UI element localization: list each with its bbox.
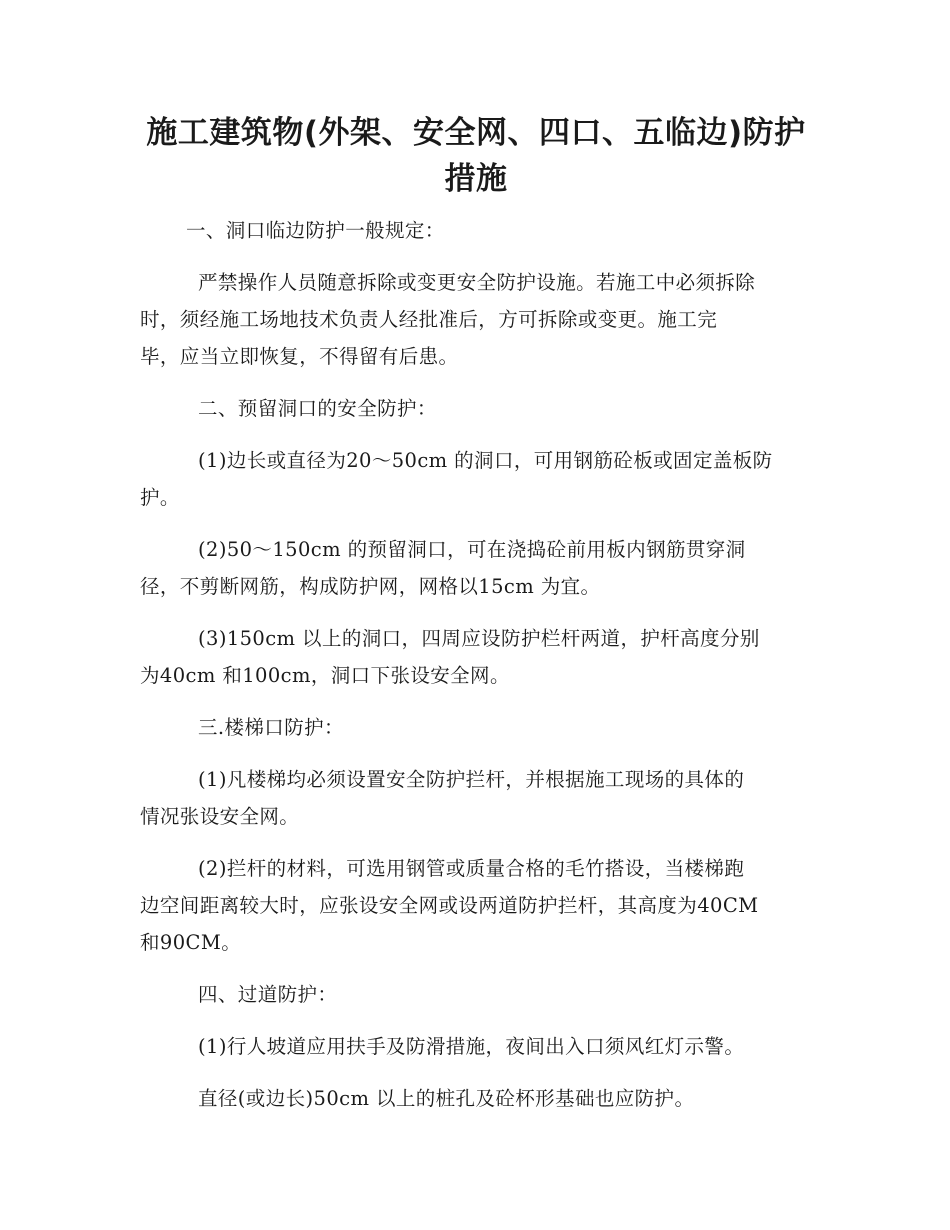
- paragraph-line: (1)行人坡道应用扶手及防滑措施，夜间出入口须风红灯示警。: [198, 1035, 745, 1058]
- paragraph: [140, 1080, 812, 1117]
- paragraph-line: 三.楼梯口防护：: [198, 716, 344, 739]
- paragraph-line: 为40cm 和100cm，洞口下张设安全网。: [140, 664, 510, 687]
- paragraph: [140, 264, 812, 375]
- paragraph: [140, 531, 812, 605]
- document-page: [140, 110, 812, 1132]
- paragraph-line: 二、预留洞口的安全防护：: [198, 397, 437, 420]
- paragraph-line: 时，须经施工场地技术负责人经批准后，方可拆除或变更。施工完: [140, 308, 718, 331]
- document-title: [134, 110, 818, 202]
- paragraph: [140, 390, 812, 427]
- paragraph-line: 边空间距离较大时，应张设安全网或设两道防护拦杆，其高度为40CM: [140, 894, 759, 917]
- paragraph-line: 严禁操作人员随意拆除或变更安全防护设施。若施工中必须拆除: [198, 271, 756, 294]
- paragraph: [140, 212, 812, 249]
- paragraph: [140, 442, 812, 516]
- title-line-1: 施工建筑物(外架、安全网、四口、五临边)防护: [146, 115, 806, 151]
- paragraph-line: 情况张设安全网。: [140, 805, 300, 828]
- title-line-2: 措施: [444, 161, 508, 197]
- paragraph-line: 毕，应当立即恢复，不得留有后患。: [140, 345, 459, 368]
- paragraph-line: 一、洞口临边防护一般规定：: [186, 219, 445, 242]
- paragraph-line: 护。: [140, 486, 180, 509]
- paragraph: [140, 850, 812, 961]
- paragraph-line: (2)50～150cm 的预留洞口，可在浇捣砼前用板内钢筋贯穿洞: [198, 538, 746, 561]
- paragraph-line: (1)边长或直径为20～50cm 的洞口，可用钢筋砼板或固定盖板防: [198, 449, 773, 472]
- paragraph-line: 和90CM。: [140, 931, 242, 954]
- paragraph-line: 四、过道防护：: [198, 983, 338, 1006]
- paragraph-line: (2)拦杆的材料，可选用钢管或质量合格的毛竹搭设，当楼梯跑: [198, 857, 745, 880]
- paragraph-line: 径，不剪断网筋，构成防护网，网格以15cm 为宜。: [140, 575, 601, 598]
- paragraph-line: (3)150cm 以上的洞口，四周应设防护栏杆两道，护杆高度分别: [198, 627, 760, 650]
- document-body: [140, 212, 812, 1117]
- paragraph: [140, 976, 812, 1013]
- paragraph: [140, 620, 812, 694]
- paragraph-line: (1)凡楼梯均必须设置安全防护拦杆，并根据施工现场的具体的: [198, 768, 745, 791]
- paragraph-line: 直径(或边长)50cm 以上的桩孔及砼杯形基础也应防护。: [198, 1087, 695, 1110]
- paragraph: [140, 1028, 812, 1065]
- paragraph: [140, 709, 812, 746]
- paragraph: [140, 761, 812, 835]
